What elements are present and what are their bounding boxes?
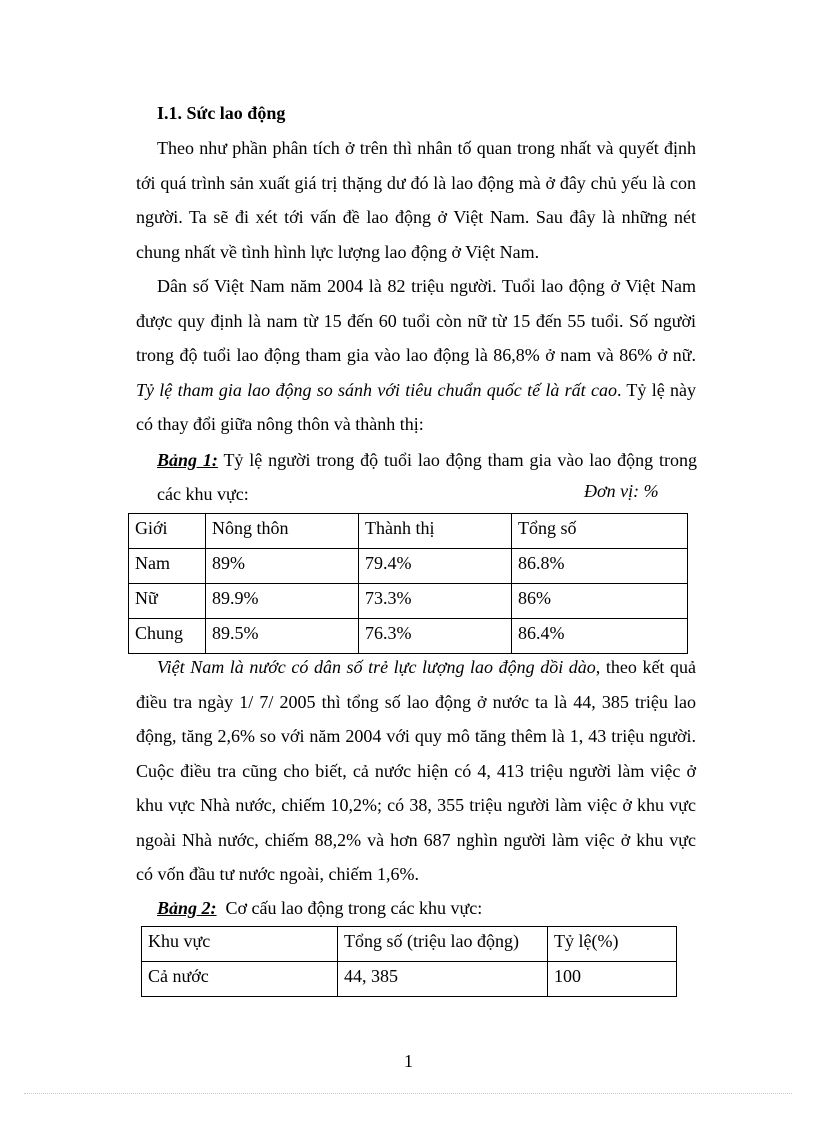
table-row — [129, 584, 688, 619]
table-cell: 89.5% — [206, 619, 359, 654]
table-cell: 73.3% — [359, 584, 512, 619]
paragraph-1 — [136, 131, 696, 269]
paragraph-2 — [136, 269, 696, 442]
table-2-caption-text: Cơ cấu lao động trong các khu vực: — [216, 898, 483, 918]
table-cell: 89% — [206, 549, 359, 584]
table-cell: 100 — [548, 962, 677, 997]
paragraph-3 — [136, 650, 696, 892]
table-2-label: Bảng 2: — [157, 898, 217, 918]
table-header-cell: Tổng số — [512, 514, 688, 549]
section-heading: I.1. Sức lao động — [157, 103, 286, 123]
table-1-unit: Đơn vị: % — [584, 481, 659, 501]
table-header-cell: Thành thị — [359, 514, 512, 549]
table-header-cell: Nông thôn — [206, 514, 359, 549]
paragraph-1-text: Theo như phần phân tích ở trên thì nhân tố quan trong nhất và quyết định tới quá trình sản xuất giá trị thặng dư đó là lao động mà ở đây chủ yếu là con người. Ta sẽ đi xét tới vấn đề lao động ở Việt Nam. Sau đây là những nét chung nhất về tình hình lực lượng lao động ở Việt Nam. — [136, 138, 696, 262]
table-cell: 86% — [512, 584, 688, 619]
table-header-cell: Giới — [129, 514, 206, 549]
table-cell: Cả nước — [142, 962, 338, 997]
table-row — [129, 549, 688, 584]
table-cell: 86.4% — [512, 619, 688, 654]
table-header-cell: Khu vực — [142, 927, 338, 962]
table-header-cell: Tổng số (triệu lao động) — [338, 927, 548, 962]
table-cell: 86.8% — [512, 549, 688, 584]
paragraph-3-text: , theo kết quả điều tra ngày 1/ 7/ 2005 thì tổng số lao động ở nước ta là 44, 385 triệu lao động, tăng 2,6% so với năm 2004 với quy mô tăng thêm là 1, 43 triệu người. Cuộc điều tra cũng cho biết, cả nước hiện có 4, 413 triệu người làm việc ở khu vực Nhà nước, chiếm 10,2%; có 38, 355 triệu người làm việc ở khu vực ngoài Nhà nước, chiếm 88,2% và hơn 687 nghìn người làm việc ở khu vực có vốn đầu tư nước ngoài, chiếm 1,6%. — [136, 657, 696, 884]
table-1 — [128, 513, 688, 654]
table-1-label: Bảng 1: — [157, 450, 218, 470]
paragraph-2-text: Dân số Việt Nam năm 2004 là 82 triệu người. Tuổi lao động ở Việt Nam được quy định là nam từ 15 đến 60 tuổi còn nữ từ 15 đến 55 tuổi. Số người trong độ tuổi lao động tham gia vào lao động là 86,8% ở nam và 86% ở nữ. — [136, 276, 696, 365]
paragraph-2-italic: Tỷ lệ tham gia lao động so sánh với tiêu chuẩn quốc tế là rất cao — [136, 379, 617, 400]
table-cell: Nam — [129, 549, 206, 584]
page-bottom-divider — [24, 1093, 792, 1094]
table-cell: 89.9% — [206, 584, 359, 619]
table-1-caption-text: Tỷ lệ người trong độ tuổi lao động tham gia vào lao động trong các khu vực: — [157, 450, 697, 504]
paragraph-3-italic: Việt Nam là nước có dân số trẻ lực lượng lao động dồi dào — [157, 657, 596, 677]
table-header-row — [129, 514, 688, 549]
paragraph-2-tail: . Tỷ lệ này có thay đổi giữa nông thôn và thành thị: — [136, 379, 696, 434]
table-cell: Chung — [129, 619, 206, 654]
table-cell: 79.4% — [359, 549, 512, 584]
table-cell: Nữ — [129, 584, 206, 619]
table-row — [129, 619, 688, 654]
table-row — [142, 962, 677, 997]
table-cell: 44, 385 — [338, 962, 548, 997]
table-header-cell: Tỷ lệ(%) — [548, 927, 677, 962]
table-header-row — [142, 927, 677, 962]
table-2-caption — [157, 891, 697, 925]
table-cell: 76.3% — [359, 619, 512, 654]
table-2 — [141, 926, 677, 997]
page-number: 1 — [404, 1051, 413, 1071]
